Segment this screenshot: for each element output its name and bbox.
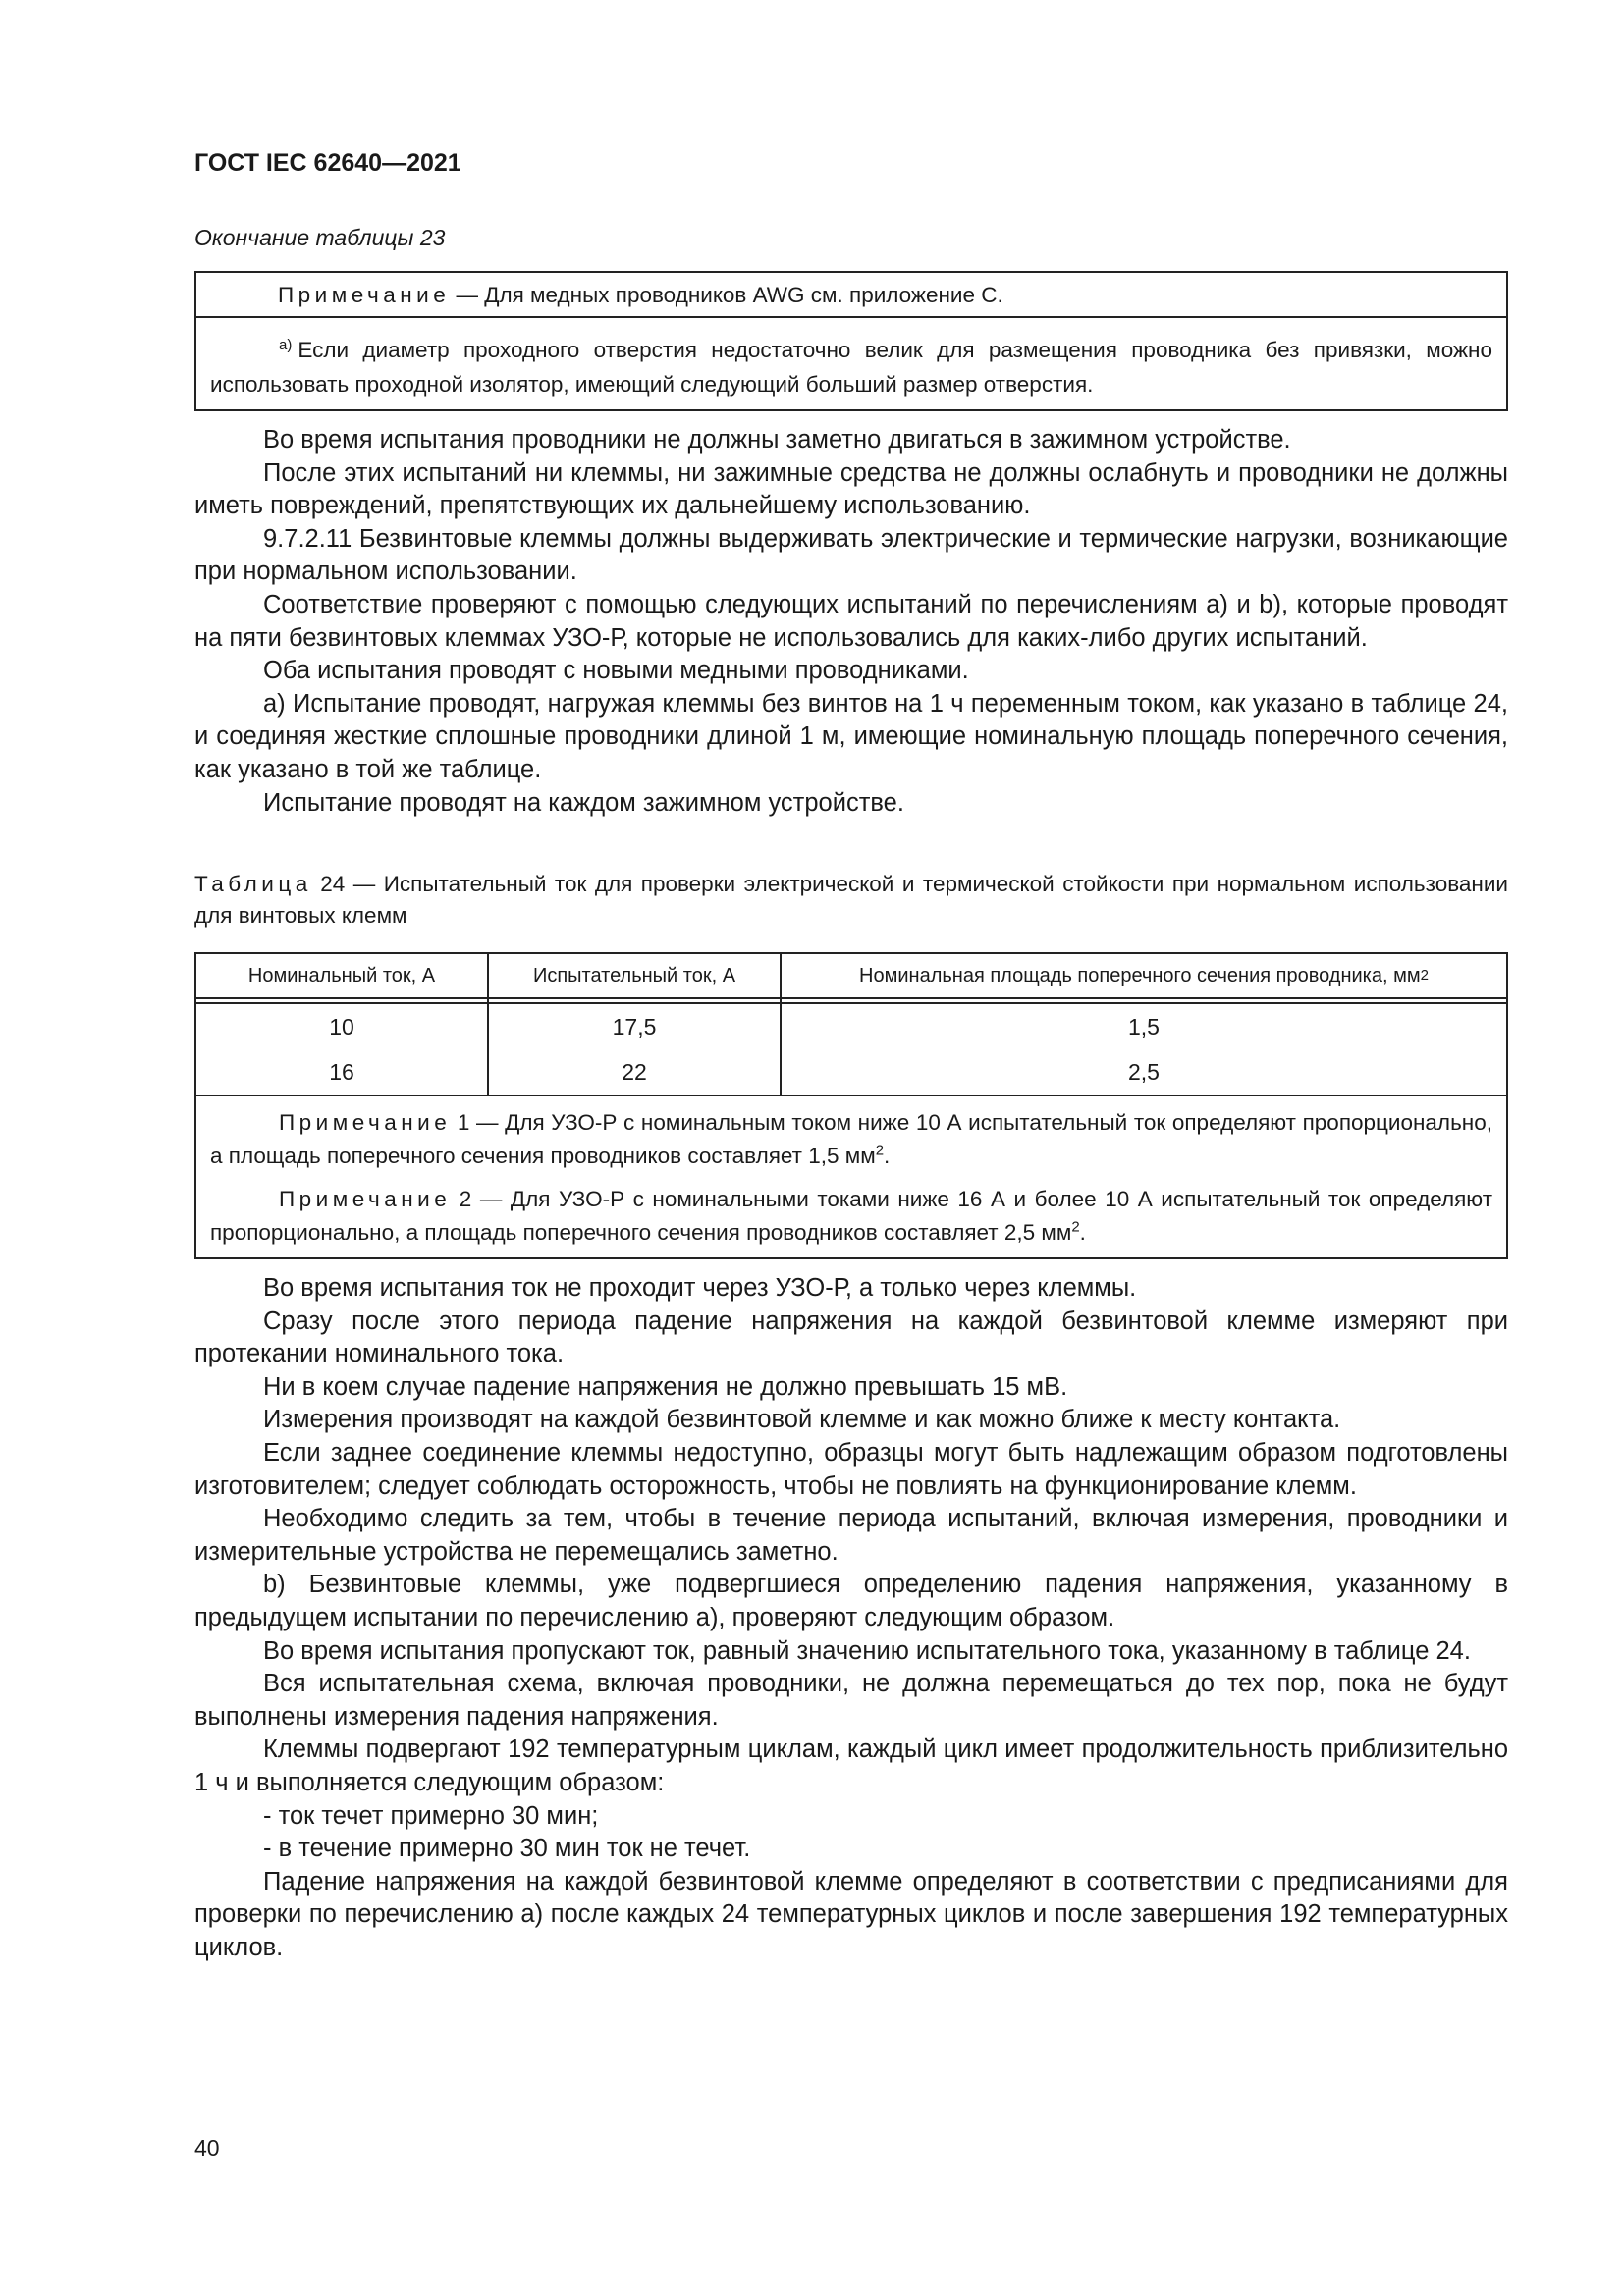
footnote-mark: а) — [279, 337, 293, 353]
table-header-cell: Испытательный ток, А — [489, 954, 782, 997]
table24-notes — [196, 1095, 1506, 1257]
table-caption-label: Таблица — [194, 872, 312, 896]
note-end: . — [884, 1144, 891, 1168]
table24-caption — [194, 869, 1508, 932]
table23-notes — [194, 271, 1508, 411]
table24 — [194, 952, 1508, 1259]
page-number: 40 — [194, 2135, 220, 2161]
table-caption-text: 24 — Испытательный ток для проверки электрической и термической стойкости при нормальном использовании для винтовых клемм — [194, 872, 1508, 928]
paragraph: Испытание проводят на каждом зажимном устройстве. — [263, 788, 904, 817]
paragraph: Падение напряжения на каждой безвинтовой клемме определяют в соответствии с предписаниями для проверки по перечислению а) после каждых 24 температурных циклов и после завершения 192 температурных циклов. — [194, 1867, 1508, 1961]
table-cell: 17,5 — [489, 1004, 782, 1049]
body-text-before-table — [194, 424, 1508, 820]
table-note — [210, 1183, 1492, 1250]
note-text: — Для медных проводников AWG см. приложение С. — [456, 283, 1003, 307]
superscript: 2 — [875, 1142, 885, 1159]
paragraph: а) Испытание проводят, нагружая клеммы без винтов на 1 ч переменным током, как указано в таблице 24, и соединяя жесткие сплошные проводники длиной 1 м, имеющие номинальную площадь поперечного сечения, как указано в той же таблице. — [194, 689, 1508, 783]
table-header-cell: Номинальный ток, А — [196, 954, 489, 997]
paragraph: Во время испытания пропускают ток, равный значению испытательного тока, указанному в таблице 24. — [263, 1636, 1471, 1665]
paragraph: Оба испытания проводят с новыми медными проводниками. — [263, 657, 969, 685]
note-end: . — [1079, 1220, 1086, 1245]
list-item: - в течение примерно 30 мин ток не течет. — [263, 1835, 751, 1863]
paragraph: 9.7.2.11 Безвинтовые клеммы должны выдерживать электрические и термические нагрузки, возникающие при нормальном использовании. — [194, 524, 1508, 586]
paragraph: Измерения производят на каждой безвинтовой клемме и как можно ближе к месту контакта. — [263, 1406, 1341, 1434]
table-header-row — [196, 954, 1506, 999]
table-header-cell: Номинальная площадь поперечного сечения проводника, мм 2 — [859, 964, 1429, 987]
note-label: Примечание — [279, 1187, 452, 1211]
paragraph: Сразу после этого периода падение напряжения на каждой безвинтовой клемме измеряют при протекании номинального тока. — [194, 1307, 1508, 1368]
note-text: 1 — Для УЗО-Р с номинальным током ниже 10 А испытательный ток определяют пропорционально, а площадь поперечного сечения проводников составляет 1,5 мм — [210, 1110, 1492, 1168]
paragraph: Ни в коем случае падение напряжения не должно превышать 15 мВ. — [263, 1372, 1068, 1401]
table-cell: 1,5 — [1128, 1013, 1160, 1040]
table-cell: 22 — [489, 1049, 782, 1095]
note-text: 2 — Для УЗО-Р с номинальными токами ниже 16 А и более 10 А испытательный ток определяют пропорционально, а площадь поперечного сечения проводников составляет 2,5 мм — [210, 1187, 1492, 1245]
note-label: Примечание — [279, 1110, 452, 1135]
note-label: Примечание — [278, 283, 451, 307]
paragraph: После этих испытаний ни клеммы, ни зажимные средства не должны ослабнуть и проводники не должны иметь повреждений, препятствующих их дальнейшему использованию. — [194, 458, 1508, 520]
paragraph: Если заднее соединение клеммы недоступно, образцы могут быть надлежащим образом подготовлены изготовителем; следует соблюдать осторожность, чтобы не повлиять на функционирование клемм. — [194, 1438, 1508, 1500]
table23-footnote-row — [196, 318, 1506, 409]
paragraph: Необходимо следить за тем, чтобы в течение периода испытаний, включая измерения, проводники и измерительные устройства не перемещались заметно. — [194, 1505, 1508, 1566]
table-row — [196, 1049, 1506, 1095]
table-cell: 2,5 — [1128, 1058, 1160, 1085]
paragraph: b) Безвинтовые клеммы, уже подвергшиеся определению падения напряжения, указанному в предыдущем испытании по перечислению а), проверяют следующим образом. — [194, 1571, 1508, 1631]
body-text-after-table — [194, 1272, 1508, 1964]
paragraph: Клеммы подвергают 192 температурным циклам, каждый цикл имеет продолжительность приблизительно 1 ч и выполняется следующим образом: — [194, 1735, 1508, 1796]
table-cell: 10 — [196, 1004, 489, 1049]
footnote-text: Если диаметр проходного отверстия недостаточно велик для размещения проводника без привязки, можно использовать проходной изолятор, имеющий следующий больший размер отверстия. — [210, 338, 1492, 397]
table-header-cell-text: Номинальная площадь поперечного сечения проводника, мм — [859, 964, 1421, 987]
table-note — [210, 1106, 1492, 1173]
paragraph: Во время испытания ток не проходит через УЗО-Р, а только через клеммы. — [263, 1274, 1137, 1302]
list-item: - ток течет примерно 30 мин; — [263, 1801, 599, 1830]
paragraph: Соответствие проверяют с помощью следующих испытаний по перечислениям а) и b), которые проводят на пяти безвинтовых клеммах УЗО-Р, которые не использовались для каких-либо других испытаний. — [194, 590, 1508, 652]
table-row — [196, 1004, 1506, 1049]
table-cell: 16 — [196, 1049, 489, 1095]
table23-note-row — [196, 273, 1506, 318]
superscript: 2 — [1071, 1218, 1080, 1236]
paragraph: Вся испытательная схема, включая проводники, не должна перемещаться до тех пор, пока не будут выполнены измерения падения напряжения. — [194, 1670, 1508, 1731]
paragraph: Во время испытания проводники не должны заметно двигаться в зажимном устройстве. — [263, 426, 1291, 454]
table-continuation-label: Окончание таблицы 23 — [194, 225, 446, 250]
document-header: ГОСТ IEC 62640—2021 — [194, 149, 461, 177]
